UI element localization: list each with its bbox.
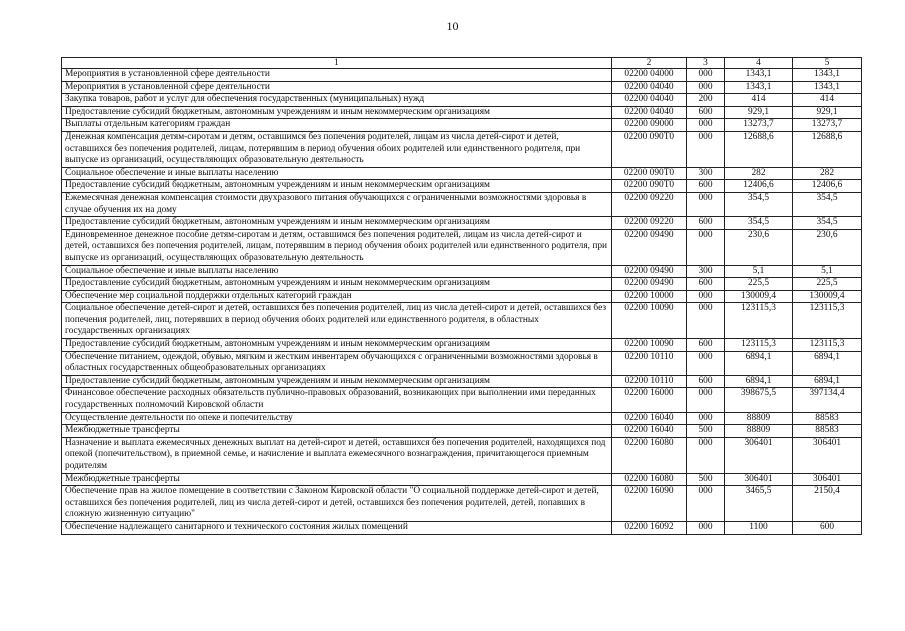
row-code: 02200 04040 — [612, 81, 687, 94]
row-code: 02200 09220 — [612, 192, 687, 216]
row-name: Назначение и выплата ежемесячных денежных выплат на детей-сирот и детей, оставшихся без попечения родителей, находящихся под опекой (попечительством), в приемной семье, и начисление и выплата ежемесячного вознаграждения, причитающегося приемным родителям — [62, 437, 612, 473]
table-row — [62, 229, 862, 265]
table-row — [62, 521, 862, 534]
table-row — [62, 290, 862, 303]
row-name: Мероприятия в установленной сфере деятельности — [62, 69, 612, 82]
table-row — [62, 81, 862, 94]
row-value-2: 1343,1 — [793, 81, 862, 94]
row-name: Ежемесячная денежная компенсация стоимости двухразового питания обучающихся с ограниченными возможностями здоровья в случае обучения их на дому — [62, 192, 612, 216]
row-expense-type: 600 — [687, 278, 725, 291]
row-value-1: 88809 — [725, 412, 793, 425]
row-value-2: 12406,6 — [793, 180, 862, 193]
row-name: Предоставление субсидий бюджетным, автономным учреждениям и иным некоммерческим организациям — [62, 278, 612, 291]
row-value-2: 397134,4 — [793, 388, 862, 412]
row-name: Обеспечение надлежащего санитарного и технического состояния жилых помещений — [62, 521, 612, 534]
row-code: 02200 09490 — [612, 265, 687, 278]
row-code: 02200 09490 — [612, 278, 687, 291]
row-code: 02200 10090 — [612, 339, 687, 352]
table-row — [62, 180, 862, 193]
row-name: Выплаты отдельным категориям граждан — [62, 119, 612, 132]
row-code: 02200 04040 — [612, 106, 687, 119]
table-row — [62, 303, 862, 339]
row-value-2: 1343,1 — [793, 69, 862, 82]
row-code: 02200 10000 — [612, 290, 687, 303]
row-name: Единовременное денежное пособие детям-сиротам и детям, оставшимся без попечения родителей, лицам из числа детей-сирот и детей, оставшихся без попечения родителей, лицам, потерявшим в период обучения обоих родителей или единственного родителя, при выпуске из организаций, осуществляющих образовательную деятельность — [62, 229, 612, 265]
row-expense-type: 500 — [687, 425, 725, 438]
row-value-2: 354,5 — [793, 217, 862, 230]
row-value-2: 88583 — [793, 412, 862, 425]
table-row — [62, 217, 862, 230]
table-row — [62, 119, 862, 132]
row-value-1: 414 — [725, 94, 793, 107]
row-expense-type: 000 — [687, 131, 725, 167]
row-name: Социальное обеспечение детей-сирот и детей, оставшихся без попечения родителей, лиц из числа детей-сирот и детей, оставшихся без попечения родителей, лиц, потерявших в период обучения обоих родителей или единственного родителя, в областных государственных организациях — [62, 303, 612, 339]
header-row — [62, 58, 862, 69]
row-value-2: 6894,1 — [793, 375, 862, 388]
row-expense-type: 600 — [687, 217, 725, 230]
row-value-1: 130009,4 — [725, 290, 793, 303]
row-name: Социальное обеспечение и иные выплаты населению — [62, 265, 612, 278]
row-expense-type: 000 — [687, 69, 725, 82]
row-name: Закупка товаров, работ и услуг для обеспечения государственных (муниципальных) нужд — [62, 94, 612, 107]
row-name: Социальное обеспечение и иные выплаты населению — [62, 167, 612, 180]
row-value-1: 1100 — [725, 521, 793, 534]
row-value-1: 225,5 — [725, 278, 793, 291]
row-name: Межбюджетные трансферты — [62, 425, 612, 438]
table-row — [62, 339, 862, 352]
row-value-2: 88583 — [793, 425, 862, 438]
row-code: 02200 16040 — [612, 425, 687, 438]
row-code: 02200 090Т0 — [612, 180, 687, 193]
row-value-1: 929,1 — [725, 106, 793, 119]
table-row — [62, 278, 862, 291]
row-name: Обеспечение мер социальной поддержки отдельных категорий граждан — [62, 290, 612, 303]
row-expense-type: 000 — [687, 412, 725, 425]
table-row — [62, 94, 862, 107]
row-value-1: 306401 — [725, 437, 793, 473]
row-value-2: 282 — [793, 167, 862, 180]
row-value-1: 282 — [725, 167, 793, 180]
table-row — [62, 192, 862, 216]
budget-table — [61, 57, 862, 535]
row-value-1: 230,6 — [725, 229, 793, 265]
row-expense-type: 000 — [687, 192, 725, 216]
row-expense-type: 600 — [687, 375, 725, 388]
row-code: 02200 10110 — [612, 351, 687, 375]
row-value-2: 123115,3 — [793, 303, 862, 339]
row-code: 02200 090Т0 — [612, 131, 687, 167]
row-name: Предоставление субсидий бюджетным, автономным учреждениям и иным некоммерческим организациям — [62, 106, 612, 119]
row-value-2: 929,1 — [793, 106, 862, 119]
header-col-3: 3 — [687, 58, 725, 69]
row-name: Обеспечение прав на жилое помещение в соответствии с Законом Кировской области "О социальной поддержке детей-сирот и детей, оставшихся без попечения родителей, лиц из числа детей-сирот и детей, оставшихся без попечения родителей, детей, попавших в сложную жизненную ситуацию" — [62, 486, 612, 522]
row-code: 02200 09490 — [612, 229, 687, 265]
table-row — [62, 375, 862, 388]
table-row — [62, 425, 862, 438]
table-body — [62, 69, 862, 535]
row-value-2: 13273,7 — [793, 119, 862, 132]
row-value-1: 306401 — [725, 473, 793, 486]
row-value-1: 1343,1 — [725, 81, 793, 94]
row-code: 02200 10090 — [612, 303, 687, 339]
table-row — [62, 351, 862, 375]
row-value-2: 225,5 — [793, 278, 862, 291]
row-code: 02200 04040 — [612, 94, 687, 107]
row-name: Предоставление субсидий бюджетным, автономным учреждениям и иным некоммерческим организациям — [62, 180, 612, 193]
row-name: Мероприятия в установленной сфере деятельности — [62, 81, 612, 94]
row-code: 02200 04000 — [612, 69, 687, 82]
row-value-2: 2150,4 — [793, 486, 862, 522]
table-row — [62, 412, 862, 425]
row-code: 02200 090Т0 — [612, 167, 687, 180]
row-code: 02200 09000 — [612, 119, 687, 132]
row-value-1: 123115,3 — [725, 303, 793, 339]
row-expense-type: 300 — [687, 265, 725, 278]
table-row — [62, 69, 862, 82]
row-expense-type: 600 — [687, 339, 725, 352]
table-row — [62, 265, 862, 278]
row-code: 02200 16000 — [612, 388, 687, 412]
table-row — [62, 437, 862, 473]
row-value-1: 3465,5 — [725, 486, 793, 522]
table-row — [62, 473, 862, 486]
row-value-1: 13273,7 — [725, 119, 793, 132]
row-value-1: 5,1 — [725, 265, 793, 278]
table-row — [62, 388, 862, 412]
row-expense-type: 000 — [687, 437, 725, 473]
row-name: Предоставление субсидий бюджетным, автономным учреждениям и иным некоммерческим организациям — [62, 375, 612, 388]
row-expense-type: 600 — [687, 180, 725, 193]
header-col-5: 5 — [793, 58, 862, 69]
row-name: Предоставление субсидий бюджетным, автономным учреждениям и иным некоммерческим организациям — [62, 217, 612, 230]
row-code: 02200 16040 — [612, 412, 687, 425]
row-code: 02200 10110 — [612, 375, 687, 388]
row-value-2: 230,6 — [793, 229, 862, 265]
row-value-2: 306401 — [793, 437, 862, 473]
row-code: 02200 16090 — [612, 486, 687, 522]
row-expense-type: 000 — [687, 119, 725, 132]
row-code: 02200 16092 — [612, 521, 687, 534]
row-name: Предоставление субсидий бюджетным, автономным учреждениям и иным некоммерческим организациям — [62, 339, 612, 352]
row-value-1: 12406,6 — [725, 180, 793, 193]
row-value-2: 414 — [793, 94, 862, 107]
header-col-4: 4 — [725, 58, 793, 69]
row-expense-type: 000 — [687, 351, 725, 375]
row-code: 02200 09220 — [612, 217, 687, 230]
row-expense-type: 200 — [687, 94, 725, 107]
row-value-1: 6894,1 — [725, 375, 793, 388]
row-value-2: 5,1 — [793, 265, 862, 278]
row-expense-type: 000 — [687, 521, 725, 534]
row-name: Межбюджетные трансферты — [62, 473, 612, 486]
row-value-2: 306401 — [793, 473, 862, 486]
row-name: Обеспечение питанием, одеждой, обувью, мягким и жестким инвентарем обучающихся с ограниченными возможностями здоровья в областных государственных общеобразовательных организациях — [62, 351, 612, 375]
row-name: Осуществление деятельности по опеке и попечительству — [62, 412, 612, 425]
row-value-1: 12688,6 — [725, 131, 793, 167]
row-value-2: 12688,6 — [793, 131, 862, 167]
row-value-2: 354,5 — [793, 192, 862, 216]
header-col-2: 2 — [612, 58, 687, 69]
row-value-1: 123115,3 — [725, 339, 793, 352]
row-expense-type: 500 — [687, 473, 725, 486]
row-expense-type: 600 — [687, 106, 725, 119]
row-value-2: 130009,4 — [793, 290, 862, 303]
row-value-1: 354,5 — [725, 217, 793, 230]
row-expense-type: 000 — [687, 486, 725, 522]
table-row — [62, 167, 862, 180]
row-expense-type: 000 — [687, 388, 725, 412]
table-row — [62, 106, 862, 119]
row-value-1: 398675,5 — [725, 388, 793, 412]
row-expense-type: 000 — [687, 229, 725, 265]
table-row — [62, 486, 862, 522]
row-value-1: 354,5 — [725, 192, 793, 216]
row-value-2: 600 — [793, 521, 862, 534]
row-name: Финансовое обеспечение расходных обязательств публично-правовых образований, возникающих при выполнении ими переданных государственных полномочий Кировской области — [62, 388, 612, 412]
row-expense-type: 000 — [687, 303, 725, 339]
row-name: Денежная компенсация детям-сиротам и детям, оставшимся без попечения родителей, лицам из числа детей-сирот и детей, оставшихся без попечения родителей, лицам, потерявшим в период обучения обоих родителей или единственного родителя, при выпуске из организаций, осуществляющих образовательную деятельность — [62, 131, 612, 167]
row-value-2: 6894,1 — [793, 351, 862, 375]
page-number: 10 — [446, 19, 459, 33]
row-value-1: 1343,1 — [725, 69, 793, 82]
header-col-1: 1 — [62, 58, 612, 69]
row-value-1: 6894,1 — [725, 351, 793, 375]
row-expense-type: 300 — [687, 167, 725, 180]
row-expense-type: 000 — [687, 81, 725, 94]
row-expense-type: 000 — [687, 290, 725, 303]
row-value-2: 123115,3 — [793, 339, 862, 352]
row-value-1: 88809 — [725, 425, 793, 438]
row-code: 02200 16080 — [612, 437, 687, 473]
table-row — [62, 131, 862, 167]
row-code: 02200 16080 — [612, 473, 687, 486]
